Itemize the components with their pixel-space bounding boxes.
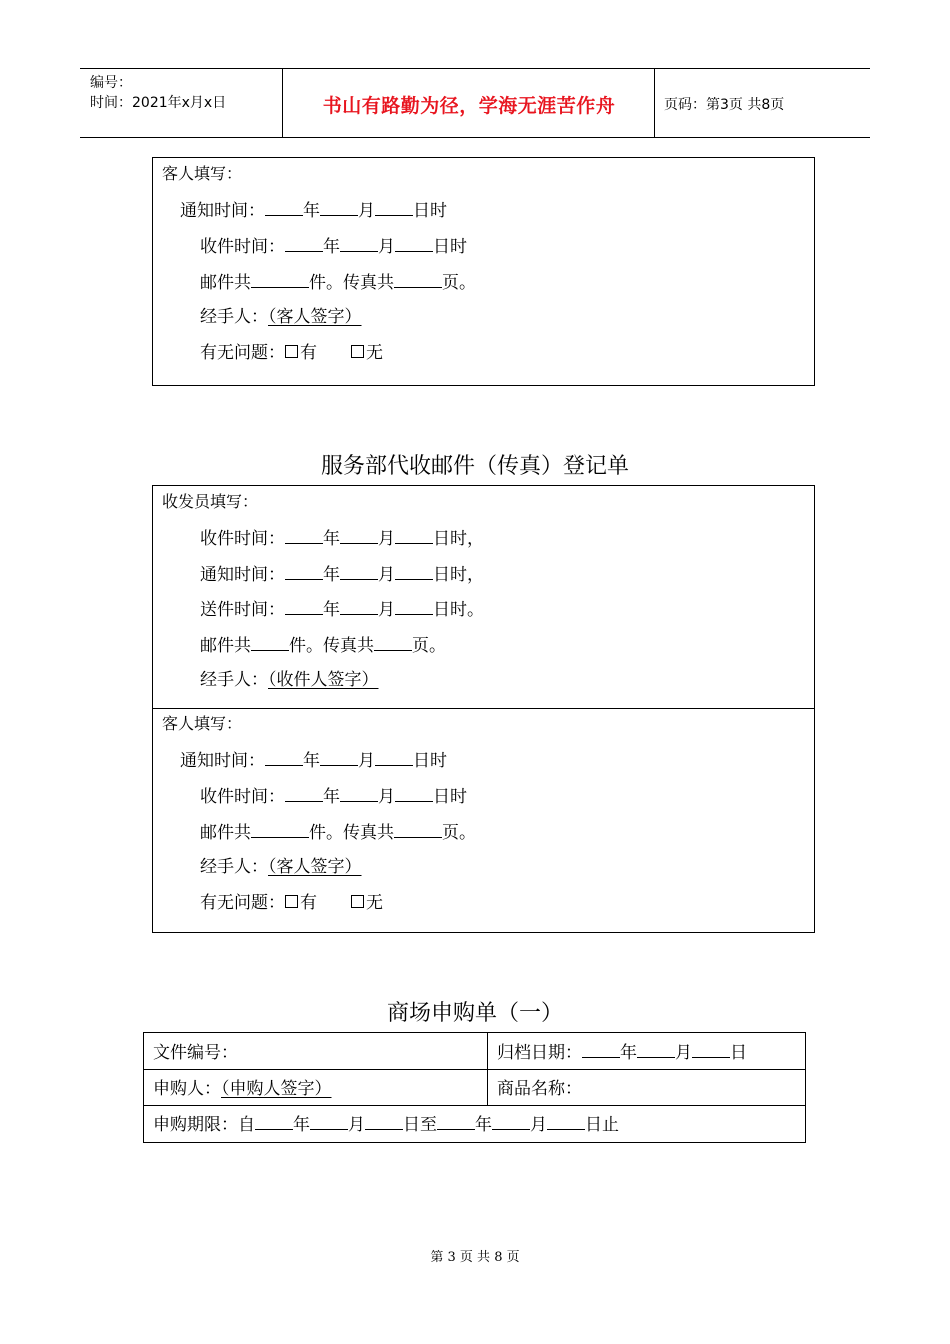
month-unit: 月 — [358, 751, 375, 771]
handler-label: 经手人： — [200, 670, 268, 690]
fax-count-label: 件。传真共 — [309, 823, 394, 843]
year-blank[interactable] — [582, 1040, 620, 1058]
header-divider — [282, 69, 283, 137]
month-unit: 月 — [348, 1115, 365, 1135]
mail-count-blank[interactable] — [251, 633, 289, 651]
section-label: 收发员填写： — [162, 492, 259, 511]
row-divider — [144, 1069, 805, 1070]
year-blank[interactable] — [265, 198, 303, 216]
day-blank[interactable] — [692, 1040, 730, 1058]
day-unit: 日时。 — [433, 600, 484, 620]
day-unit: 日时 — [413, 751, 447, 771]
year-unit: 年 — [323, 600, 340, 620]
month-blank[interactable] — [637, 1040, 675, 1058]
month-unit: 月 — [378, 600, 395, 620]
field-label: 通知时间： — [180, 751, 265, 771]
column-divider — [487, 1033, 488, 1106]
section-divider — [152, 708, 815, 709]
day-blank[interactable] — [395, 526, 433, 544]
notify-time-row — [180, 198, 447, 222]
day-blank[interactable] — [395, 784, 433, 802]
header-divider — [654, 69, 655, 137]
day-unit: 日时， — [433, 565, 484, 585]
notify-time-row — [180, 748, 447, 772]
form-title: 服务部代收邮件（传真）登记单 — [320, 454, 629, 479]
month-blank[interactable] — [340, 526, 378, 544]
section-label: 客人填写： — [162, 164, 243, 183]
header-page-info: 页码：第3页 共8页 — [664, 97, 785, 113]
page-header — [80, 68, 870, 138]
day-unit: 日时， — [433, 529, 484, 549]
doc-number-cell[interactable] — [153, 1038, 238, 1063]
signature-field[interactable]: （客人签字） — [268, 857, 362, 877]
page-footer: 第 3 页 共 8 页 — [430, 1250, 520, 1265]
year-unit: 年 — [475, 1115, 492, 1135]
page-unit: 页。 — [442, 273, 476, 293]
day-unit: 日时 — [433, 787, 467, 807]
month-blank[interactable] — [340, 597, 378, 615]
year-blank[interactable] — [255, 1112, 293, 1130]
field-label: 通知时间： — [200, 565, 285, 585]
handler-row — [200, 669, 379, 691]
year-unit: 年 — [323, 787, 340, 807]
yes-checkbox[interactable] — [285, 345, 298, 358]
archive-date-label: 归档日期： — [497, 1043, 582, 1063]
no-label: 无 — [366, 343, 383, 363]
year-unit: 年 — [323, 529, 340, 549]
month-unit: 月 — [675, 1043, 692, 1063]
no-checkbox[interactable] — [351, 345, 364, 358]
year-blank[interactable] — [285, 526, 323, 544]
yes-label: 有 — [300, 343, 317, 363]
mail-count-label: 邮件共 — [200, 273, 251, 293]
section-label: 客人填写： — [162, 714, 243, 733]
applicant-cell — [153, 1074, 332, 1099]
month-blank[interactable] — [340, 784, 378, 802]
applicant-label: 申购人： — [153, 1079, 221, 1099]
field-label: 通知时间： — [180, 201, 265, 221]
day-unit: 日时 — [433, 237, 467, 257]
problem-label: 有无问题： — [200, 343, 285, 363]
month-blank[interactable] — [320, 748, 358, 766]
row-divider — [144, 1105, 805, 1106]
no-label: 无 — [366, 893, 383, 913]
receive-time-row — [200, 234, 467, 258]
year-blank[interactable] — [285, 784, 323, 802]
year-unit: 年 — [293, 1115, 310, 1135]
day-blank[interactable] — [365, 1112, 403, 1130]
year-unit: 年 — [323, 565, 340, 585]
month-blank[interactable] — [340, 562, 378, 580]
doc-number-label: 文件编号： — [153, 1043, 238, 1063]
year-blank[interactable] — [285, 234, 323, 252]
problem-row — [200, 892, 383, 914]
year-unit: 年 — [303, 751, 320, 771]
year-blank[interactable] — [285, 562, 323, 580]
month-unit: 月 — [378, 529, 395, 549]
field-label: 收件时间： — [200, 529, 285, 549]
fax-count-blank[interactable] — [374, 633, 412, 651]
problem-row — [200, 342, 383, 364]
day-unit: 日时 — [413, 201, 447, 221]
year-unit: 年 — [323, 237, 340, 257]
period-label: 申购期限：自 — [153, 1115, 255, 1135]
day-unit: 日至 — [403, 1115, 437, 1135]
fax-count-blank[interactable] — [394, 820, 442, 838]
product-name-cell[interactable] — [497, 1074, 582, 1099]
fax-count-label: 件。传真共 — [289, 636, 374, 656]
handler-label: 经手人： — [200, 307, 268, 327]
mail-count-label: 邮件共 — [200, 636, 251, 656]
field-label: 送件时间： — [200, 600, 285, 620]
yes-label: 有 — [300, 893, 317, 913]
archive-date-cell — [497, 1038, 747, 1063]
handler-row — [200, 306, 362, 328]
month-blank[interactable] — [340, 234, 378, 252]
day-unit: 日止 — [585, 1115, 619, 1135]
count-row — [200, 820, 476, 844]
header-meta — [90, 73, 226, 113]
handler-row — [200, 856, 362, 878]
year-unit: 年 — [303, 201, 320, 221]
header-time: 时间：2021年x月x日 — [90, 95, 227, 111]
day-blank[interactable] — [395, 597, 433, 615]
month-blank[interactable] — [310, 1112, 348, 1130]
month-blank[interactable] — [320, 198, 358, 216]
year-blank[interactable] — [265, 748, 303, 766]
problem-label: 有无问题： — [200, 893, 285, 913]
year-blank[interactable] — [437, 1112, 475, 1130]
count-row — [200, 633, 446, 657]
receive-time-row — [200, 526, 484, 550]
year-unit: 年 — [620, 1043, 637, 1063]
day-blank[interactable] — [375, 748, 413, 766]
month-blank[interactable] — [492, 1112, 530, 1130]
mail-count-blank[interactable] — [251, 270, 309, 288]
period-cell — [153, 1110, 619, 1135]
form-title: 商场申购单（一） — [386, 1001, 563, 1026]
day-blank[interactable] — [375, 198, 413, 216]
month-unit: 月 — [530, 1115, 547, 1135]
page-unit: 页。 — [442, 823, 476, 843]
year-blank[interactable] — [285, 597, 323, 615]
receive-time-row — [200, 784, 467, 808]
fax-count-blank[interactable] — [394, 270, 442, 288]
month-unit: 月 — [378, 787, 395, 807]
purchase-table — [143, 1032, 806, 1143]
day-blank[interactable] — [395, 234, 433, 252]
day-blank[interactable] — [395, 562, 433, 580]
yes-checkbox[interactable] — [285, 895, 298, 908]
header-number: 编号： — [90, 75, 132, 91]
no-checkbox[interactable] — [351, 895, 364, 908]
notify-time-row — [200, 562, 484, 586]
month-unit: 月 — [378, 565, 395, 585]
product-name-label: 商品名称： — [497, 1079, 582, 1099]
fax-count-label: 件。传真共 — [309, 273, 394, 293]
count-row — [200, 270, 476, 294]
day-blank[interactable] — [547, 1112, 585, 1130]
field-label: 收件时间： — [200, 237, 285, 257]
signature-field[interactable]: （收件人签字） — [268, 670, 379, 690]
mail-count-blank[interactable] — [251, 820, 309, 838]
month-unit: 月 — [378, 237, 395, 257]
header-motto: 书山有路勤为径，学海无涯苦作舟 — [322, 95, 616, 117]
handler-label: 经手人： — [200, 857, 268, 877]
day-unit: 日 — [730, 1043, 747, 1063]
signature-field[interactable]: （客人签字） — [268, 307, 362, 327]
page-unit: 页。 — [412, 636, 446, 656]
mail-count-label: 邮件共 — [200, 823, 251, 843]
send-time-row — [200, 597, 484, 621]
month-unit: 月 — [358, 201, 375, 221]
field-label: 收件时间： — [200, 787, 285, 807]
signature-field[interactable]: （申购人签字） — [221, 1079, 332, 1099]
